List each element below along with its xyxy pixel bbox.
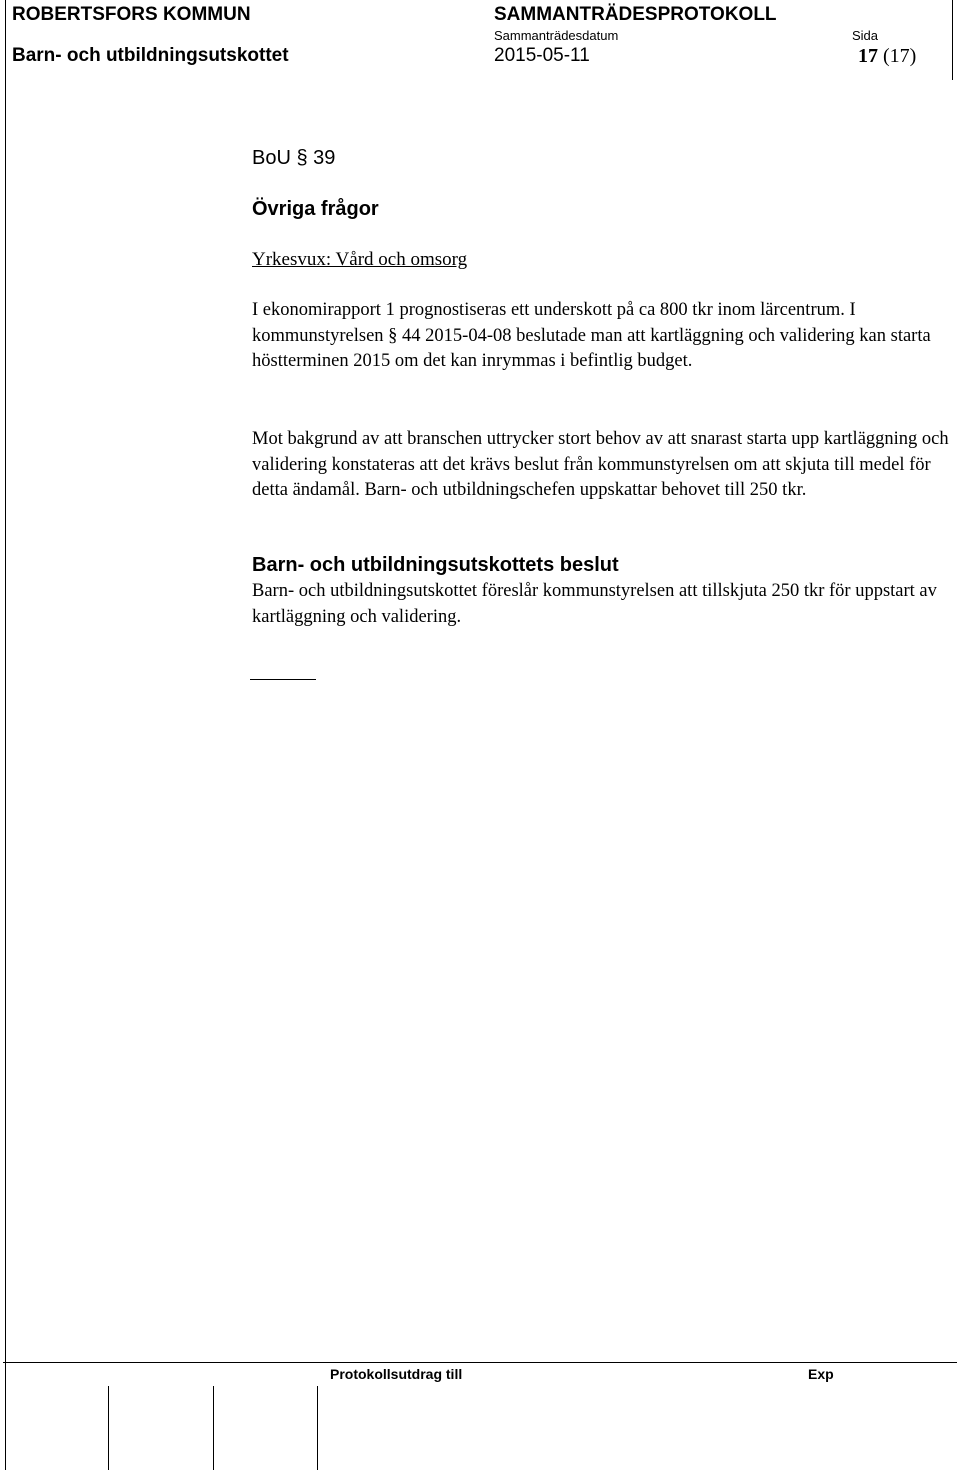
meeting-date: 2015-05-11 <box>494 45 590 66</box>
page-total: (17) <box>883 45 917 67</box>
document-type: SAMMANTRÄDESPROTOKOLL <box>494 4 777 25</box>
section-subtitle: Yrkesvux: Vård och omsorg <box>252 249 468 270</box>
footer-column-line <box>213 1386 214 1470</box>
page-number <box>858 45 916 68</box>
paragraph-1: I ekonomirapport 1 prognostiseras ett underskott på ca 800 tkr inom lärcentrum. I kommunstyrelsen § 44 2015-04-08 beslutade man att kartläggning och validering kan starta höstterminen 2015 om det kan inrymmas i befintlig budget. <box>252 300 931 371</box>
header-right-border <box>952 0 953 80</box>
section-title: Övriga frågor <box>252 198 379 220</box>
committee-name: Barn- och utbildningsutskottet <box>12 45 289 66</box>
organization-name: ROBERTSFORS KOMMUN <box>12 4 251 25</box>
extract-recipients-label: Protokollsutdrag till <box>330 1366 463 1382</box>
page-label: Sida <box>852 28 879 43</box>
page-current: 17 <box>858 45 878 67</box>
page-left-border <box>5 0 6 1470</box>
end-rule <box>250 679 316 680</box>
footer-divider <box>3 1362 957 1363</box>
exp-label: Exp <box>808 1366 834 1382</box>
paragraph-id: BoU § 39 <box>252 147 336 169</box>
footer-column-line <box>108 1386 109 1470</box>
decision-text: Barn- och utbildningsutskottet föreslår kommunstyrelsen att tillskjuta 250 tkr för uppstart av kartläggning och validering. <box>252 581 937 627</box>
decision-heading: Barn- och utbildningsutskottets beslut <box>252 554 619 576</box>
footer-column-line <box>317 1386 318 1470</box>
paragraph-2: Mot bakgrund av att branschen uttrycker stort behov av att snarast starta upp kartläggning och validering konstateras att det krävs beslut från kommunstyrelsen om att skjuta till medel för detta ändamål. Barn- och utbildningschefen uppskattar behovet till 250 tkr. <box>252 429 949 500</box>
meeting-date-label: Sammanträdesdatum <box>494 28 619 43</box>
